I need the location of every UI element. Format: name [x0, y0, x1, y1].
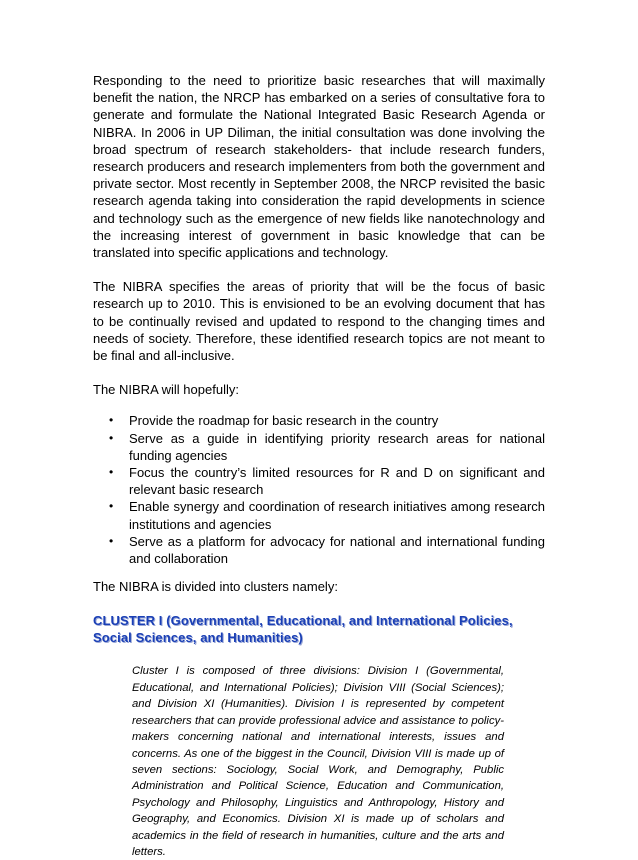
cluster-1-heading: CLUSTER I (Governmental, Educational, and International Policies, Social Sciences, and Humanities)	[93, 613, 513, 646]
list-item-text: Provide the roadmap for basic research in the country	[129, 413, 439, 429]
list-item-text: Enable synergy and coordination of research initiatives among research institutions and agencies	[129, 499, 545, 532]
nibra-hopefully-paragraph: The NIBRA will hopefully:	[93, 382, 239, 398]
nibra-goals-list	[93, 412, 545, 567]
list-item	[109, 412, 545, 429]
cluster-1-description: Cluster I is composed of three divisions: Division I (Governmental, Educational, and International Policies); Division VIII (Social Sciences); and Division XI (Humanities). Division I is represented by competent researchers that can provide professional advice and assistance to policy-makers concerning national and international interests, issues and concerns. As one of the biggest in the Council, Division VIII is made up of seven sections: Sociology, Social Work, and Demography, Public Administration and Political Science, Education and Communication, Psychology and Philosophy, Linguistics and Anthropology, History and Geography, and Economics. Division XI is made up of scholars and academics in the field of research in humanities, culture and the arts and letters.	[132, 665, 504, 858]
bullet-icon: •	[109, 533, 114, 548]
list-item	[109, 464, 545, 498]
list-item-text: Serve as a guide in identifying priority research areas for national funding agencies	[129, 430, 545, 463]
list-item	[109, 430, 545, 464]
list-item	[109, 498, 545, 532]
list-item	[109, 533, 545, 567]
bullet-icon: •	[109, 413, 114, 428]
list-item-text: Serve as a platform for advocacy for national and international funding and collaboration	[129, 533, 545, 567]
bullet-icon: •	[109, 465, 114, 480]
intro-paragraph: Responding to the need to prioritize basic researches that will maximally benefit the nation, the NRCP has embarked on a series of consultative fora to generate and formulate the National Integrated Basic Research Agenda or NIBRA. In 2006 in UP Diliman, the initial consultation was done involving the broad spectrum of research stakeholders- that include research funders, research producers and research implementers from both the government and private sector. Most recently in September 2008, the NRCP revisited the basic research agenda taking into consideration the rapid developments in science and technology such as the emergence of new fields like nanotechnology and the increasing interest of government in basic knowledge that can be translated into specific applications and technology.	[93, 73, 545, 261]
clusters-intro-paragraph: The NIBRA is divided into clusters namely:	[93, 579, 338, 595]
bullet-icon: •	[109, 499, 114, 514]
nibra-specifies-paragraph: The NIBRA specifies the areas of priority that will be the focus of basic research up to 2010. This is envisioned to be an evolving document that has to be continually revised and updated to respond to the changing times and needs of society. Therefore, these identified research topics are not meant to be final and all-inclusive.	[93, 279, 545, 364]
list-item-text: Focus the country’s limited resources for R and D on significant and relevant basic research	[129, 465, 545, 498]
bullet-icon: •	[109, 430, 114, 445]
